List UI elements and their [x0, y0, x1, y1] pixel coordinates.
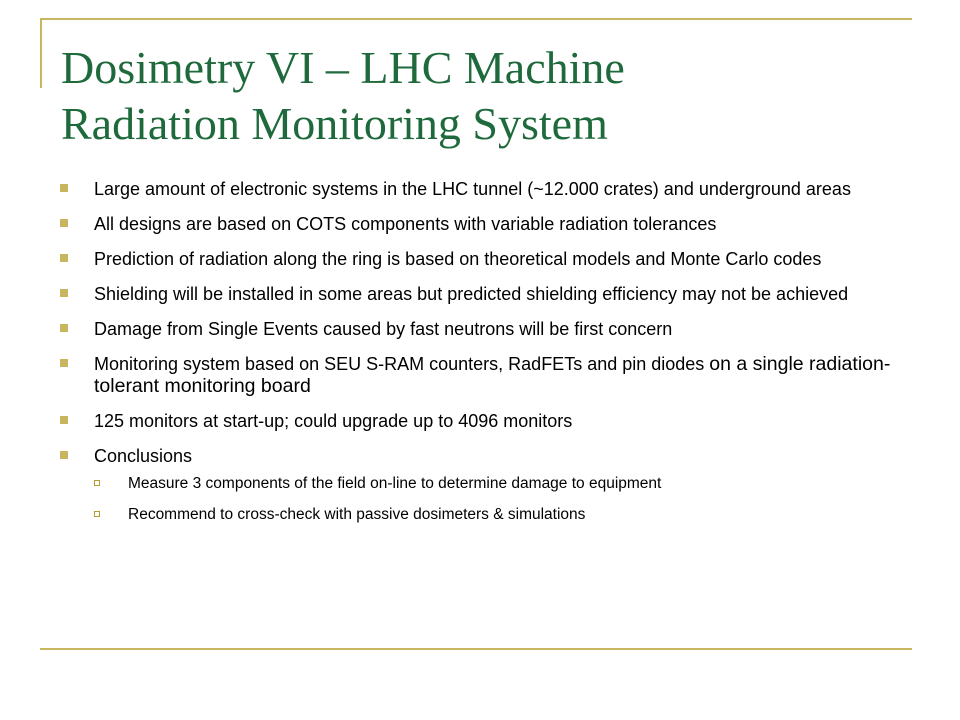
square-bullet-icon [60, 289, 68, 297]
bullet-item [60, 283, 910, 305]
bullet-text: Large amount of electronic systems in the LHC tunnel (~12.000 crates) and underground areas [94, 179, 851, 199]
bullet-item [60, 410, 910, 432]
bullet-text-part-2: on a single radiation-tolerant monitoring board [94, 353, 891, 397]
bullet-text: Conclusions [94, 446, 193, 466]
square-bullet-icon [60, 254, 68, 262]
square-bullet-icon [60, 359, 68, 367]
slide-title-line-1: Dosimetry VI – LHC Machine [61, 42, 625, 93]
square-bullet-icon [60, 184, 68, 192]
bullet-text: Damage from Single Events caused by fast neutrons will be first concern [94, 319, 673, 339]
slide-title-line-2: Radiation Monitoring System [61, 98, 608, 149]
hollow-square-bullet-icon [94, 480, 100, 486]
bullet-item [60, 353, 910, 397]
bullet-text: Shielding will be installed in some areas but predicted shielding efficiency may not be achieved [94, 284, 849, 304]
bullet-item [60, 178, 910, 200]
square-bullet-icon [60, 451, 68, 459]
bullet-item [60, 248, 910, 270]
sub-bullet-item [94, 474, 910, 494]
conclusions-sub-list [94, 474, 910, 525]
slide-title [61, 40, 921, 152]
hollow-square-bullet-icon [94, 511, 100, 517]
sub-bullet-text: Recommend to cross-check with passive dosimeters & simulations [128, 506, 586, 523]
bullet-list [60, 178, 910, 538]
bullet-item [60, 213, 910, 235]
top-rule [40, 18, 912, 20]
sub-bullet-text: Measure 3 components of the field on-line to determine damage to equipment [128, 475, 662, 492]
bullet-item-conclusions [60, 445, 910, 525]
square-bullet-icon [60, 324, 68, 332]
bullet-text: All designs are based on COTS components with variable radiation tolerances [94, 214, 717, 234]
square-bullet-icon [60, 416, 68, 424]
bottom-rule [40, 648, 912, 650]
bullet-text-part-1: Monitoring system based on SEU S-RAM counters, RadFETs and pin diodes [94, 354, 710, 374]
bullet-item [60, 318, 910, 340]
sub-bullet-item [94, 505, 910, 525]
square-bullet-icon [60, 219, 68, 227]
left-rule [40, 18, 42, 88]
bullet-text: 125 monitors at start-up; could upgrade up to 4096 monitors [94, 411, 573, 431]
bullet-text: Prediction of radiation along the ring is based on theoretical models and Monte Carlo codes [94, 249, 822, 269]
